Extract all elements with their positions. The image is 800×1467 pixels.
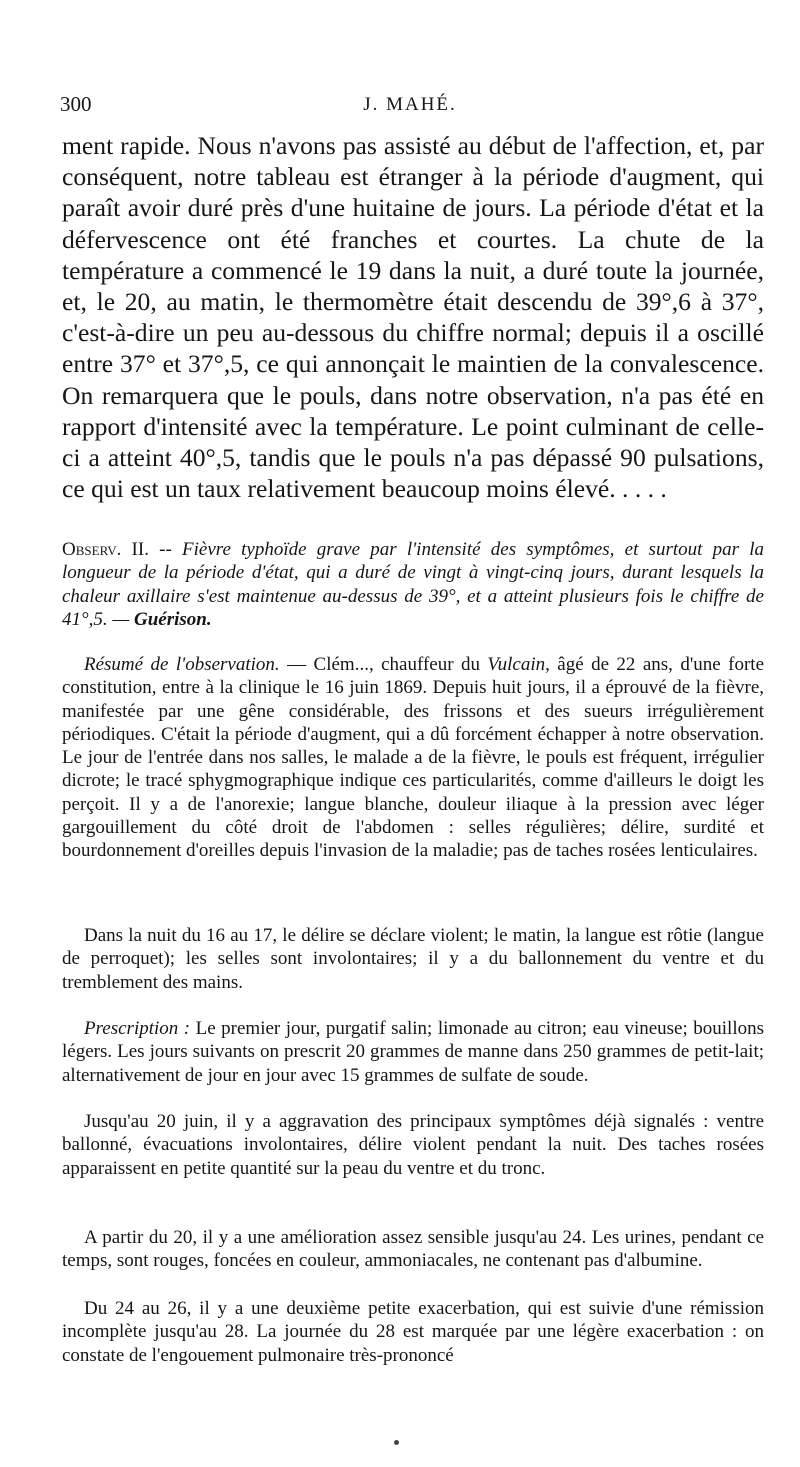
page-header: [60, 86, 760, 126]
from-24-paragraph: Du 24 au 26, il y a une deuxième petite exacerbation, qui est suivie d'une rémission incomplète jusqu'au 28. La journée du 28 est marquée par une légère exacerbation : on constate de l'engouement pulmonaire très-prononcé: [62, 1298, 764, 1366]
june-paragraph: Jusqu'au 20 juin, il y a aggravation des principaux symptômes déjà signalés : ventre ballonné, évacuations involontaires, délire violent pendant la nuit. Des taches rosées apparaissent en petite quantité sur la peau du ventre et du tronc.: [62, 1111, 764, 1179]
observation-label: Observ. II. --: [62, 539, 183, 560]
observation-outcome: Guérison.: [134, 608, 212, 630]
night-paragraph: Dans la nuit du 16 au 17, le délire se déclare violent; le matin, la langue est rôtie (langue de perroquet); les selles sont involontaires; il y a du ballonnement du ventre et du tremblement des mains.: [62, 925, 764, 993]
ship-name: Vulcain: [487, 654, 546, 675]
resume-text-a: — Clém..., chauffeur du: [279, 654, 488, 675]
page-number: 300: [60, 92, 92, 116]
prescription-label: Prescription :: [84, 1018, 191, 1039]
ink-dot: [394, 1440, 399, 1445]
running-title: J. MAHÉ.: [363, 94, 457, 115]
prescription-paragraph: [62, 1017, 764, 1087]
prescription-text: Le premier jour, purgatif salin; limonade au citron; eau vineuse; bouillons légers. Les jours suivants on prescrit 20 grammes de manne dans 250 grammes de petit-lait; alternativement de jour en jour avec 15 grammes de sulfate de soude.: [62, 1018, 764, 1086]
observation-heading: [62, 538, 764, 631]
intro-paragraph: ment rapide. Nous n'avons pas assisté au début de l'affection, et, par conséquent, notre tableau est étranger à la période d'augment, qui paraît avoir duré près d'une huitaine de jours. La période d'état et la défervescence ont été franches et courtes. La chute de la température a commencé le 19 dans la nuit, a duré toute la journée, et, le 20, au matin, le thermomètre était descendu de 39°,6 à 37°, c'est-à-dire un peu au-dessous du chiffre normal; depuis il a oscillé entre 37° et 37°,5, ce qui annonçait le maintien de la convalescence. On remarquera que le pouls, dans notre observation, n'a pas été en rapport d'intensité avec la température. Le point culminant de celle-ci a atteint 40°,5, tandis que le pouls n'a pas dépassé 90 pulsations, ce qui est un taux relativement beaucoup moins élevé. . . . .: [62, 131, 764, 504]
observation-title: Fièvre typhoïde grave par l'intensité des symptômes, et surtout par la longueur de la période d'état, qui a duré de vingt à vingt-cinq jours, durant lesquels la chaleur axillaire s'est maintenue au-dessus de 39°, et a atteint plusieurs fois le chiffre de 41°,5. —: [62, 539, 764, 630]
from-20-paragraph: A partir du 20, il y a une amélioration assez sensible jusqu'au 24. Les urines, pendant ce temps, sont rouges, foncées en couleur, ammoniacales, ne contenant pas d'albumine.: [62, 1227, 764, 1272]
resume-paragraph: [62, 653, 764, 863]
resume-text-b: , âgé de 22 ans, d'une forte constitution, entre à la clinique le 16 juin 1869. Depuis huit jours, il a éprouvé de la fièvre, manifestée par une gêne considérable, des frissons et des sueurs irrégulièrement périodiques. C'était la période d'augment, qui a dû forcément échapper à notre observation. Le jour de l'entrée dans nos salles, le malade a de la fièvre, le pouls est fréquent, irrégulier dicrote; le tracé sphygmographique indique ces particularités, comme d'ailleurs le doigt les perçoit. Il y a de l'anorexie; langue blanche, douleur iliaque à la pression avec léger gargouillement du côté droit de l'abdomen : selles régulières; délire, surdité et bourdonnement d'oreilles depuis l'invasion de la maladie; pas de taches rosées lenticulaires.: [62, 654, 765, 862]
resume-label: Résumé de l'observation.: [84, 654, 280, 675]
